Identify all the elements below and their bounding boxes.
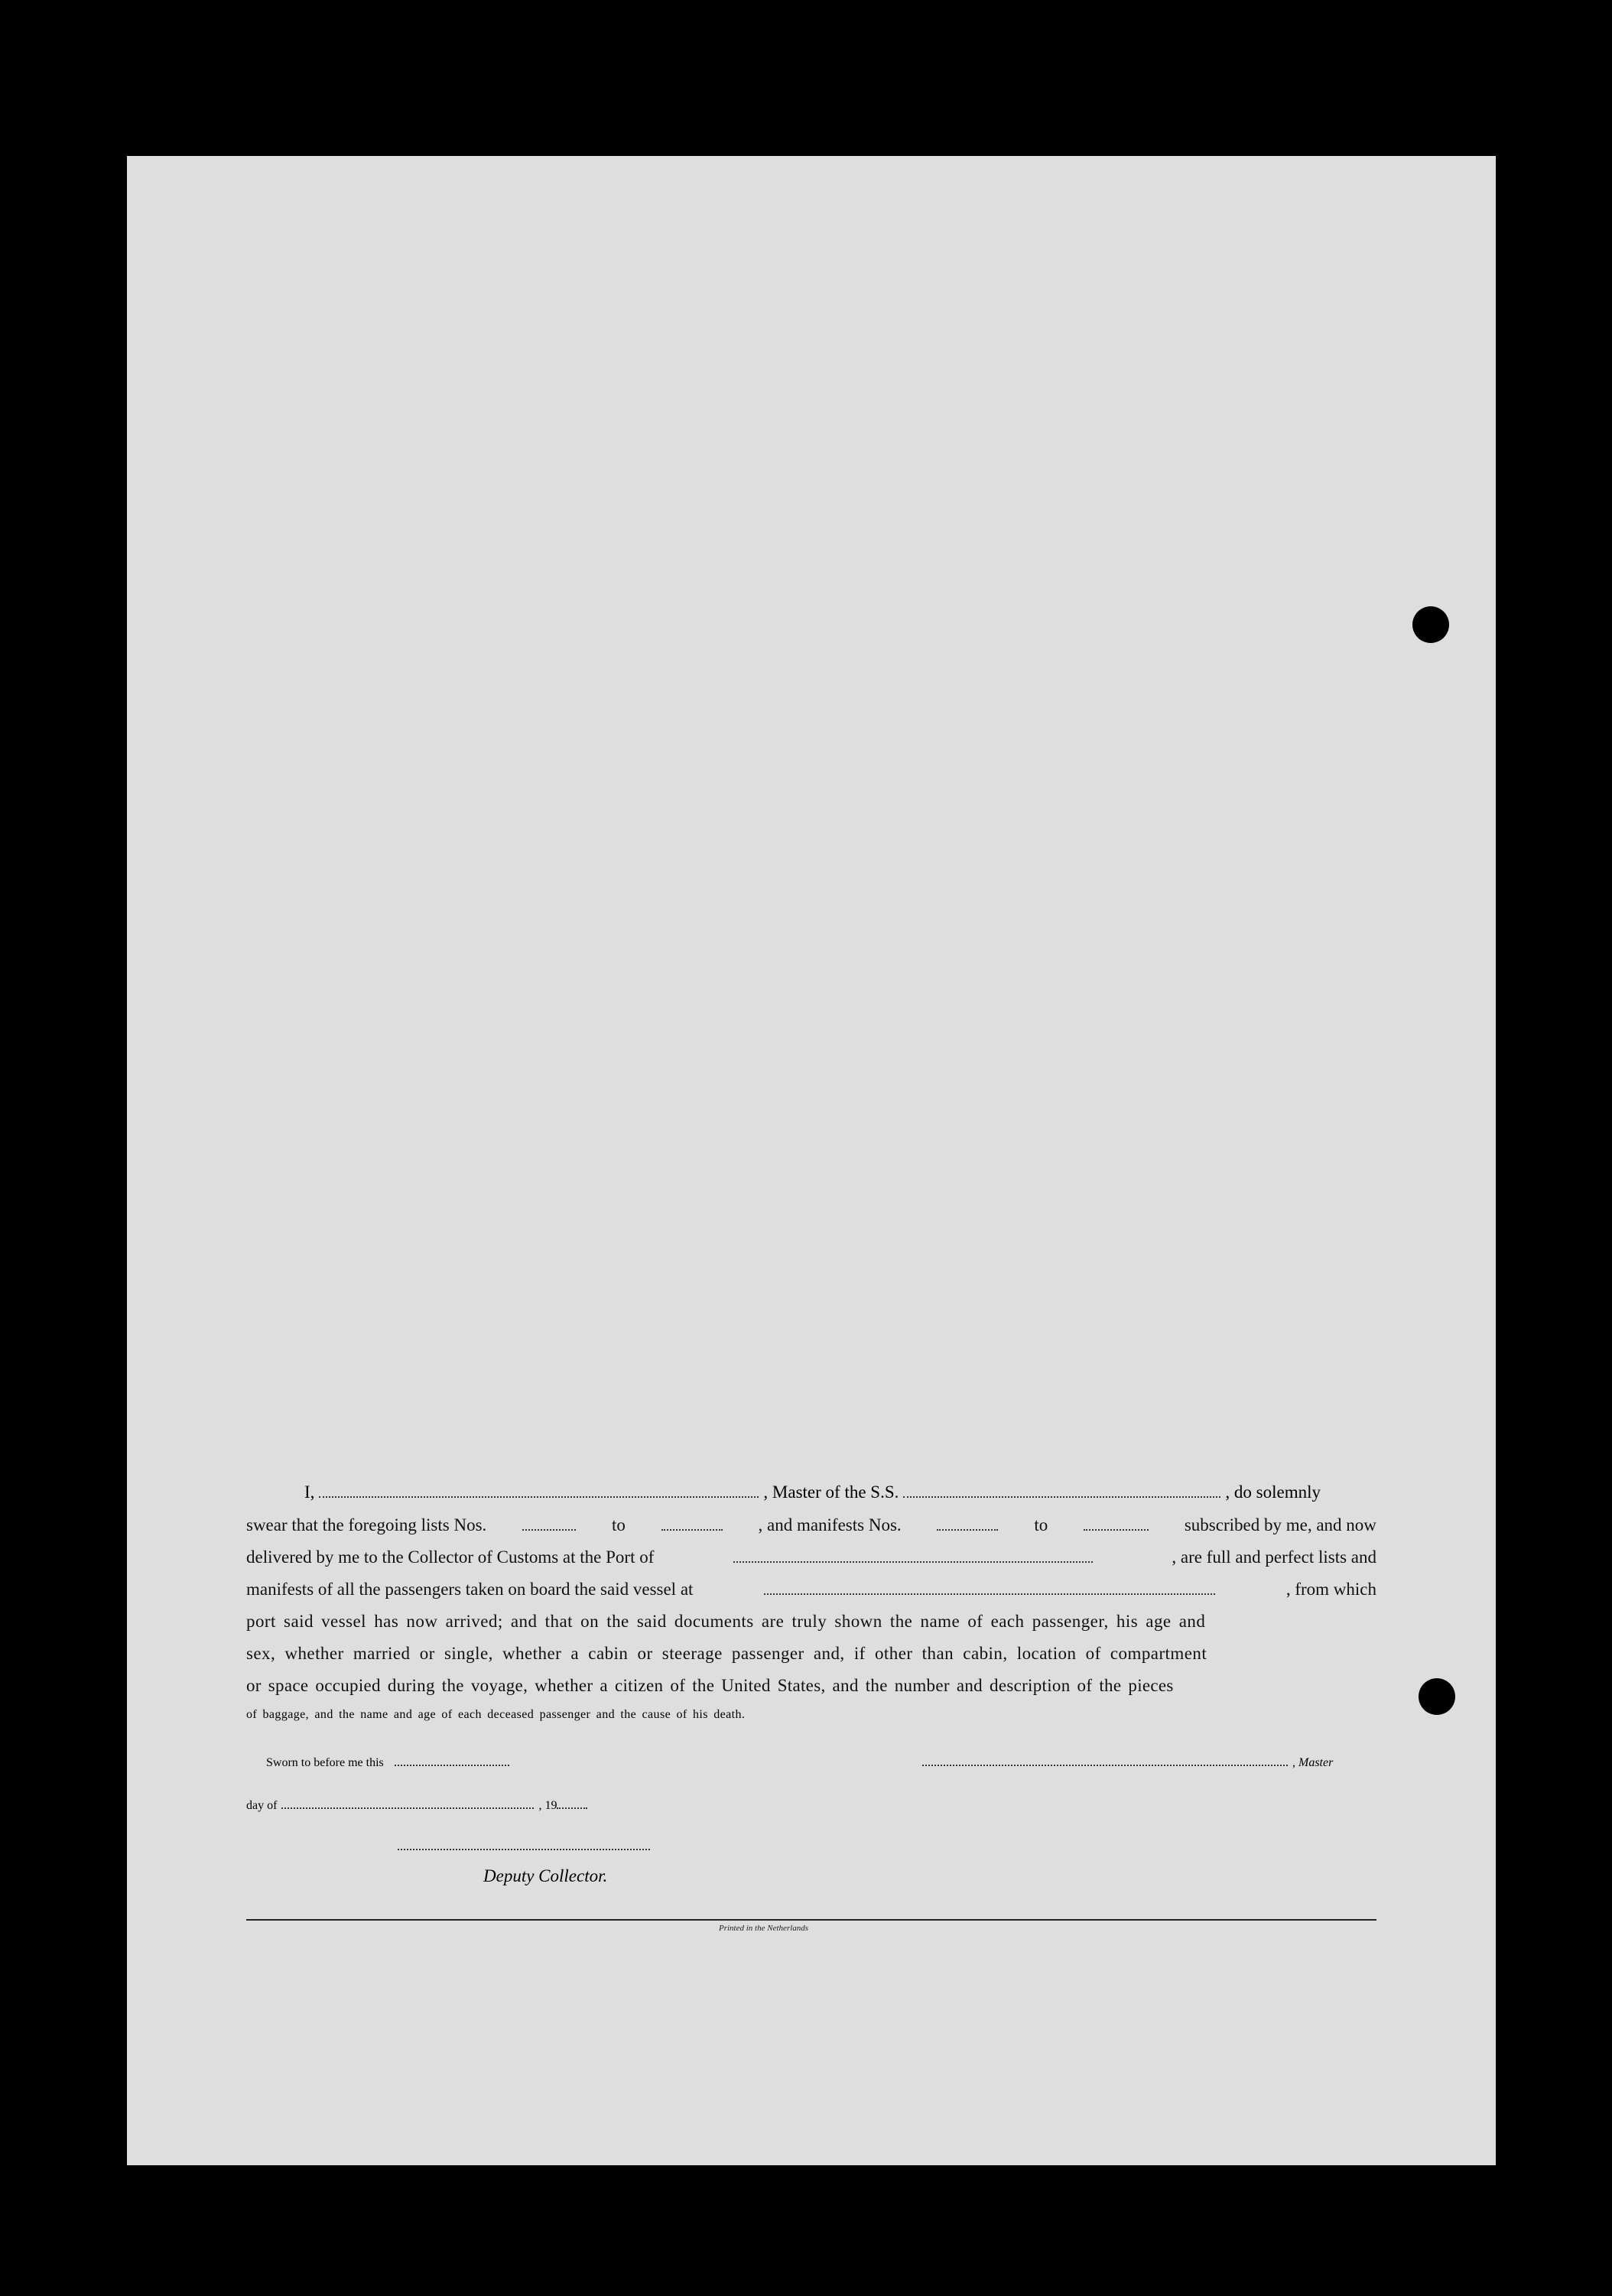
document-page <box>127 156 1496 2165</box>
sworn-day-blank[interactable] <box>395 1751 509 1766</box>
printer-note: Printed in the Netherlands <box>719 1924 809 1933</box>
oath-line-8 <box>246 1708 745 1722</box>
oath-text: or space occupied during the voyage, whether a citizen of the United States, and the number and description of the pieces <box>246 1676 1174 1695</box>
sworn-line <box>266 1751 514 1770</box>
year-blank[interactable] <box>557 1794 587 1809</box>
punch-hole-upper <box>1412 606 1449 643</box>
master-signature-line <box>918 1751 1333 1770</box>
month-blank[interactable] <box>281 1794 534 1809</box>
master-name-blank[interactable] <box>319 1482 759 1498</box>
vessel-name-blank[interactable] <box>903 1482 1220 1498</box>
manifest-to-blank[interactable] <box>1084 1515 1149 1531</box>
oath-text: to <box>1034 1515 1048 1534</box>
master-label: , Master <box>1292 1756 1334 1769</box>
day-of-line <box>246 1794 592 1813</box>
deputy-collector-label: Deputy Collector. <box>483 1866 608 1885</box>
oath-line-2 <box>246 1515 1376 1535</box>
footer-rule <box>246 1919 1376 1921</box>
oath-text: , do solemnly <box>1225 1482 1321 1502</box>
oath-text: , are full and perfect lists and <box>1172 1547 1376 1567</box>
oath-text: port said vessel has now arrived; and that on the said documents are truly shown the name of each passenger, his age and <box>246 1612 1206 1631</box>
manifest-from-blank[interactable] <box>937 1515 998 1531</box>
oath-text: to <box>611 1515 626 1534</box>
day-of-label: day of <box>246 1799 278 1812</box>
oath-text: manifests of all the passengers taken on board the said vessel at <box>246 1580 694 1599</box>
port-blank[interactable] <box>733 1547 1093 1563</box>
master-signature-blank[interactable] <box>922 1751 1288 1766</box>
deputy-signature-blank[interactable] <box>398 1849 650 1850</box>
oath-text: of baggage, and the name and age of each deceased passenger and the cause of his death. <box>246 1708 746 1721</box>
oath-line-1 <box>304 1482 1321 1502</box>
departure-port-blank[interactable] <box>764 1580 1215 1595</box>
oath-line-5 <box>246 1612 1376 1632</box>
sworn-label: Sworn to before me this <box>266 1756 384 1769</box>
oath-line-3 <box>246 1547 1376 1567</box>
oath-text: , and manifests Nos. <box>758 1515 902 1534</box>
oath-text: delivered by me to the Collector of Customs at the Port of <box>246 1547 655 1567</box>
oath-text: subscribed by me, and now <box>1184 1515 1376 1534</box>
oath-line-6 <box>246 1644 1376 1664</box>
oath-text: sex, whether married or single, whether a cabin or steerage passenger and, if other than cabin, location of compartment <box>246 1644 1207 1663</box>
oath-text: I, <box>304 1482 315 1502</box>
punch-hole-lower <box>1419 1678 1455 1715</box>
list-to-blank[interactable] <box>661 1515 723 1531</box>
oath-line-7 <box>246 1676 1376 1696</box>
oath-text: , Master of the S.S. <box>763 1482 899 1502</box>
oath-text: swear that the foregoing lists Nos. <box>246 1515 487 1534</box>
oath-line-4 <box>246 1580 1376 1599</box>
list-from-blank[interactable] <box>522 1515 576 1531</box>
oath-text: , from which <box>1285 1580 1376 1599</box>
year-label: , 19 <box>538 1799 557 1812</box>
